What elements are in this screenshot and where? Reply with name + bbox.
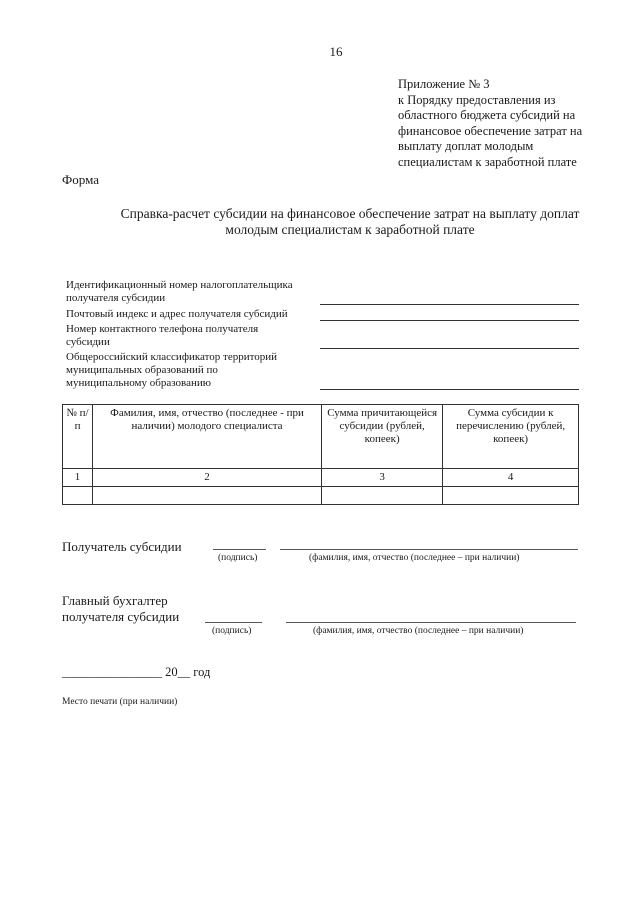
inn-field[interactable] — [320, 304, 579, 305]
accountant-name-caption: (фамилия, имя, отчество (последнее – при наличии) — [313, 626, 524, 636]
accountant-signature-line[interactable] — [205, 622, 262, 623]
table-row — [63, 487, 579, 505]
column-number-cell: 1 — [63, 469, 93, 487]
table-cell[interactable] — [443, 487, 579, 505]
subsidy-table — [62, 404, 579, 505]
title-line-1: Справка-расчет субсидии на финансовое обеспечение затрат на выплату доплат — [120, 206, 580, 221]
recipient-signature-caption: (подпись) — [218, 553, 258, 563]
table-cell[interactable] — [93, 487, 322, 505]
accountant-name-line[interactable] — [286, 622, 576, 623]
postal-address-field[interactable] — [320, 320, 579, 321]
appendix-line: специалистам к заработной плате — [398, 154, 577, 169]
phone-field[interactable] — [320, 348, 579, 349]
chief-accountant-label-line2: получателя субсидии — [62, 609, 180, 624]
recipient-signature-line[interactable] — [213, 549, 266, 550]
appendix-line: областного бюджета субсидий на — [398, 108, 576, 122]
date-blank: ________________ — [62, 665, 162, 679]
column-number-cell: 4 — [443, 469, 579, 487]
table-cell[interactable] — [63, 487, 93, 505]
table-cell[interactable] — [322, 487, 443, 505]
header-full-name: Фамилия, имя, отчество (последнее - при наличии) молодого специалиста — [93, 405, 322, 469]
chief-accountant-label-line1: Главный бухгалтер — [62, 593, 168, 608]
recipient-name-caption: (фамилия, имя, отчество (последнее – при наличии) — [309, 553, 520, 563]
date-line[interactable] — [62, 665, 210, 680]
title-line-2: молодым специалистам к заработной плате — [225, 222, 475, 237]
form-label: Форма — [62, 172, 99, 187]
column-number-cell: 2 — [93, 469, 322, 487]
appendix-line: Приложение № 3 — [398, 77, 490, 91]
postal-address-label: Почтовый индекс и адрес получателя субсидий — [66, 308, 288, 320]
oktmo-field[interactable] — [320, 389, 579, 390]
appendix-header — [398, 77, 628, 170]
table-column-numbers-row — [63, 469, 579, 487]
stamp-label: Место печати (при наличии) — [62, 697, 178, 707]
recipient-label: Получатель субсидии — [62, 539, 182, 554]
accountant-signature-caption: (подпись) — [212, 626, 252, 636]
header-amount-transfer: Сумма субсидии к перечислению (рублей, копеек) — [443, 405, 579, 469]
appendix-line: выплату доплат молодым — [398, 139, 534, 153]
table-header-row — [63, 405, 579, 469]
phone-label: Номер контактного телефона получателя субсидии — [66, 323, 259, 348]
header-number: № п/п — [63, 405, 93, 469]
page-number: 16 — [329, 44, 343, 59]
appendix-line: к Порядку предоставления из — [398, 92, 556, 107]
inn-label: Идентификационный номер налогоплательщика получателя субсидии — [66, 279, 293, 304]
appendix-line: финансовое обеспечение затрат на — [398, 123, 583, 138]
document-title — [40, 206, 640, 238]
date-year: 20__ год — [165, 665, 211, 679]
column-number-cell: 3 — [322, 469, 443, 487]
oktmo-label: Общероссийский классификатор территорий муниципальных образований по муниципальному образованию — [66, 351, 278, 389]
header-amount-due: Сумма причитающейся субсидии (рублей, копеек) — [322, 405, 443, 469]
recipient-name-line[interactable] — [280, 549, 578, 550]
